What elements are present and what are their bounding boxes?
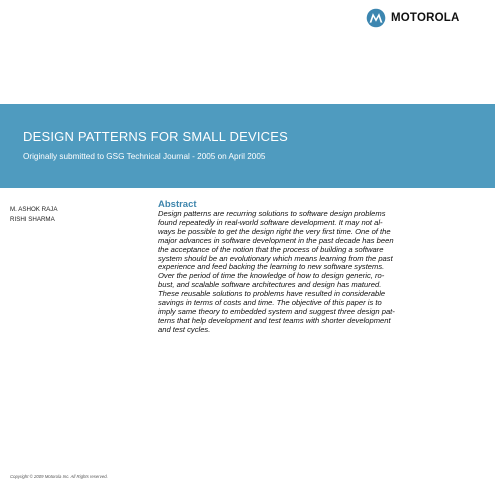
abstract-line: savings in terms of costs and time. The objective of this paper is to [158, 298, 382, 308]
paper-subtitle: Originally submitted to GSG Technical Journal - 2005 on April 2005 [23, 152, 266, 161]
abstract-line: imply same theory to embedded system and suggest three design pat- [158, 306, 395, 316]
abstract-line: ways be possible to get the design right the very first time. One of the [158, 226, 391, 236]
abstract-line: terns that help development and test teams with shorter development [158, 315, 391, 325]
author-name: M. ASHOK RAJA [10, 206, 58, 213]
company-logo [366, 8, 459, 28]
title-banner [0, 104, 495, 188]
author-name: RISHI SHARMA [10, 216, 55, 223]
motorola-batwing-icon [366, 8, 386, 28]
abstract-line: system should be an evolutionary which means learning from the past [158, 253, 393, 263]
abstract-line: bust, and scalable software architectures and design has matured. [158, 280, 382, 290]
abstract-line: the acceptance of the notion that the process of building a software [158, 244, 384, 254]
abstract-line: These reusable solutions to problems have resulted in considerable [158, 289, 386, 299]
abstract-body [158, 210, 478, 335]
abstract-heading: Abstract [158, 199, 197, 210]
paper-title: DESIGN PATTERNS FOR SMALL DEVICES [23, 129, 288, 144]
abstract-line: major advances in software development in the past decade has been [158, 235, 394, 245]
abstract-line: Design patterns are recurring solutions to software design problems [158, 209, 386, 218]
abstract-line: experience and feed backing the learning to new software systems. [158, 262, 385, 272]
author-list [10, 205, 57, 225]
abstract-section [158, 199, 478, 335]
abstract-line: and test cycles. [158, 324, 211, 334]
abstract-line: found repeatedly in real-world software development. It may not al- [158, 217, 383, 227]
abstract-line: Over the period of time the knowledge of how to design generic, ro- [158, 271, 385, 281]
copyright-notice: Copyright © 2009 Motorola Inc. All Rights reserved. [10, 474, 108, 479]
logo-wordmark: MOTOROLA [391, 12, 460, 24]
